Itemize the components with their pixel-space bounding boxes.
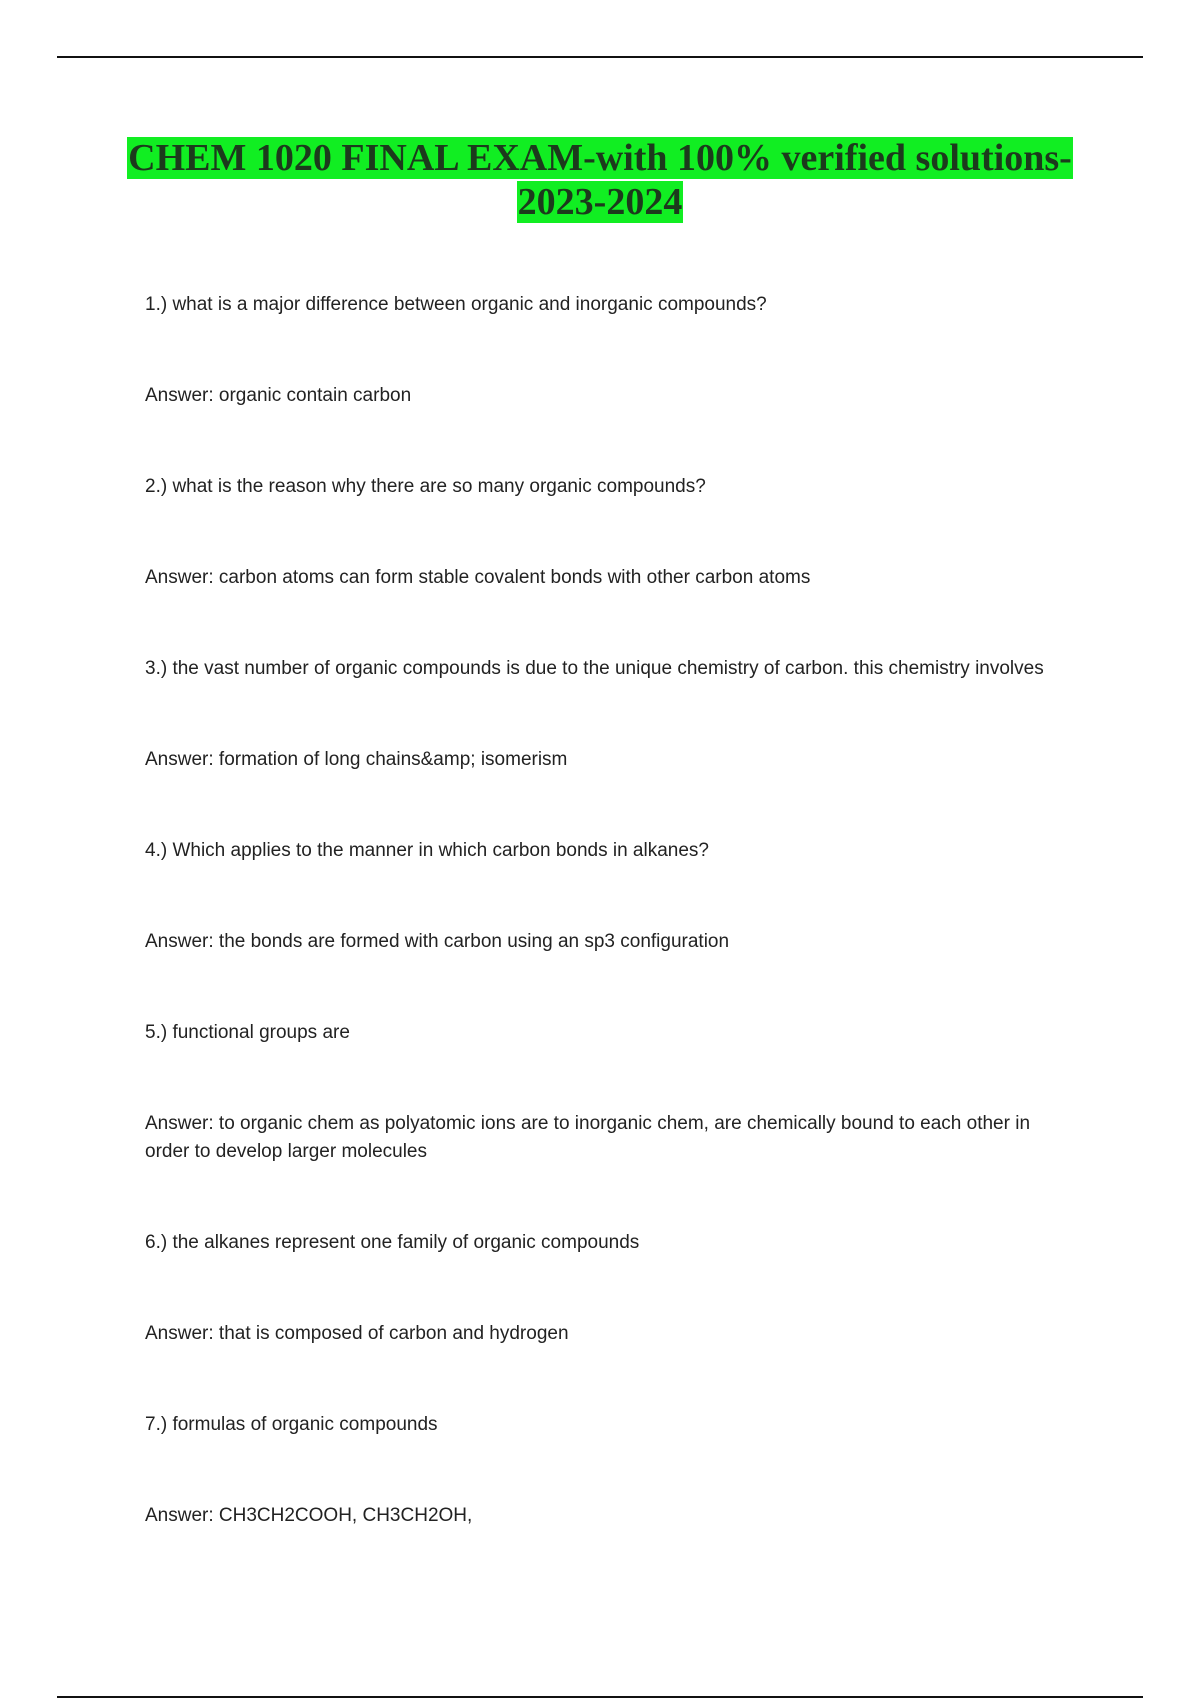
answer-6: Answer: that is composed of carbon and hydrogen [145,1323,569,1344]
document-title [0,136,1200,224]
top-rule [57,56,1143,58]
question-1: 1.) what is a major difference between organic and inorganic compounds? [145,294,767,315]
title-line-2: 2023-2024 [517,181,683,223]
answer-4: Answer: the bonds are formed with carbon using an sp3 configuration [145,931,730,952]
answer-7: Answer: CH3CH2COOH, CH3CH2OH, [145,1505,473,1526]
question-6: 6.) the alkanes represent one family of organic compounds [145,1232,640,1253]
question-3: 3.) the vast number of organic compounds is due to the unique chemistry of carbon. this chemistry involves [145,658,1044,679]
answer-3: Answer: formation of long chains&amp; isomerism [145,749,568,770]
title-line-1: CHEM 1020 FINAL EXAM-with 100% verified solutions- [128,137,1072,179]
answer-2: Answer: carbon atoms can form stable covalent bonds with other carbon atoms [145,567,811,588]
answer-1: Answer: organic contain carbon [145,385,412,406]
question-5: 5.) functional groups are [145,1022,350,1043]
question-7: 7.) formulas of organic compounds [145,1414,438,1435]
question-2: 2.) what is the reason why there are so many organic compounds? [145,476,706,497]
qa-list [145,291,1075,1593]
bottom-rule [57,1696,1143,1698]
answer-5: Answer: to organic chem as polyatomic ions are to inorganic chem, are chemically bound to each other in order to develop larger molecules [145,1113,1031,1162]
question-4: 4.) Which applies to the manner in which carbon bonds in alkanes? [145,840,709,861]
